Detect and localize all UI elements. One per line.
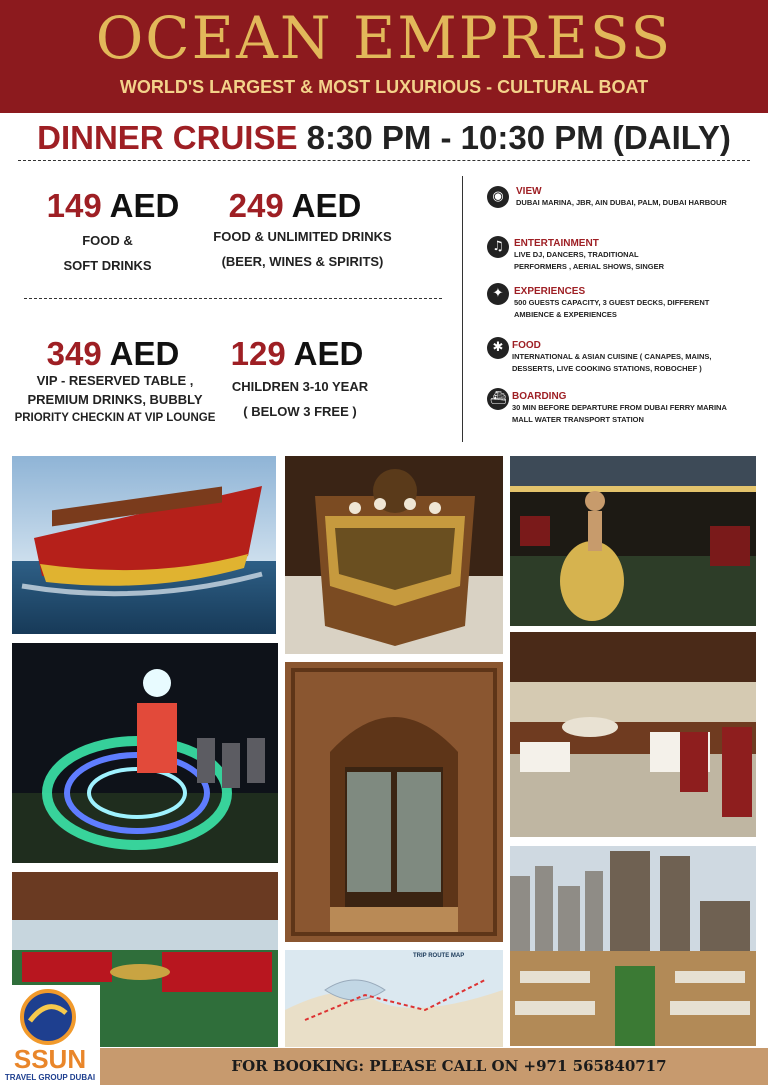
logo-subtitle: TRAVEL GROUP DUBAI [4,1073,96,1082]
price-desc-line: CHILDREN 3-10 YEAR [231,379,369,394]
divider [18,160,750,161]
feature-food [512,340,758,375]
cruise-time: 8:30 PM - 10:30 PM (DAILY) [306,119,731,156]
price-amount: 149 [46,187,102,224]
price-amount: 129 [230,335,286,372]
feature-boarding [512,391,758,426]
price-currency: AED [109,187,180,224]
cruise-label: DINNER CRUISE [37,119,298,156]
price-amount: 349 [46,335,102,372]
price-249 [205,188,385,224]
brand-tagline: WORLD'S LARGEST & MOST LUXURIOUS - CULTURAL BOAT [119,77,649,97]
price-desc-line: PRIORITY CHECKIN AT VIP LOUNGE [14,412,216,424]
feature-text: PERFORMERS , AERIAL SHOWS, SINGER [514,262,665,271]
eye-icon: ◉ [487,186,509,208]
feature-text: DESSERTS, LIVE COOKING STATIONS, ROBOCHEF ) [512,364,702,373]
buffet-photo [285,456,503,654]
price-desc-line: PREMIUM DRINKS, BUBBLY [27,392,203,407]
boat-photo [12,456,276,634]
price-amount: 249 [228,187,284,224]
price-desc-line: ( BELOW 3 FREE ) [243,404,357,419]
food-icon: ✱ [487,337,509,359]
carved-door-photo [285,662,503,942]
vertical-divider [462,176,463,442]
price-desc-line: FOOD & UNLIMITED DRINKS [213,229,392,244]
price-129 [212,336,382,372]
feature-text: AMBIENCE & EXPERIENCES [514,310,617,319]
marina-deck-photo [510,846,756,1046]
company-logo [0,985,100,1085]
dining-interior-photo [510,632,756,837]
price-desc-line: FOOD & [82,233,133,248]
price-249-desc [195,224,410,274]
dancer-photo [510,456,756,626]
price-desc-line: (BEER, WINES & SPIRITS) [221,254,384,269]
price-129-desc [205,374,395,424]
feature-title: BOARDING [512,391,567,402]
feature-title: EXPERIENCES [514,286,586,297]
feature-text: DUBAI MARINA, JBR, AIN DUBAI, PALM, DUBAI HARBOUR [516,198,727,207]
price-desc-line: SOFT DRINKS [63,258,152,273]
header-banner [0,0,768,113]
map-title: TRIP ROUTE MAP [413,953,465,959]
feature-view [516,186,756,209]
feature-title: ENTERTAINMENT [514,238,599,249]
experiences-icon: ✦ [487,283,509,305]
price-desc-line: VIP - RESERVED TABLE , [36,373,194,388]
cruise-time-heading [0,118,768,158]
divider [24,298,442,299]
feature-title: FOOD [512,340,541,351]
feature-title: VIEW [516,186,542,197]
feature-experiences [514,286,758,321]
price-currency: AED [109,335,180,372]
price-currency: AED [293,335,364,372]
booking-phone[interactable]: FOR BOOKING: PLEASE CALL ON +971 565840717 [231,1057,667,1075]
route-map-photo [285,950,503,1047]
feature-text: LIVE DJ, DANCERS, TRADITIONAL [514,250,639,259]
feature-entertainment [514,238,758,273]
led-dancer-photo [12,643,278,863]
feature-text: 30 MIN BEFORE DEPARTURE FROM DUBAI FERRY MARINA [512,403,727,412]
feature-text: 500 GUESTS CAPACITY, 3 GUEST DECKS, DIFFERENT [514,298,710,307]
feature-text: MALL WATER TRANSPORT STATION [512,415,644,424]
boarding-icon: ⛴ [487,388,509,410]
price-149-desc [20,228,195,278]
brand-title: OCEAN EMPRESS [95,4,673,72]
entertainment-icon: ♫ [487,236,509,258]
price-349-desc [10,371,220,428]
feature-text: INTERNATIONAL & ASIAN CUISINE ( CANAPES, MAINS, [512,352,712,361]
price-349 [28,336,198,372]
logo-name: SSUN [13,1044,87,1074]
footer-bar [0,1048,768,1085]
price-currency: AED [291,187,362,224]
price-149 [28,188,198,224]
